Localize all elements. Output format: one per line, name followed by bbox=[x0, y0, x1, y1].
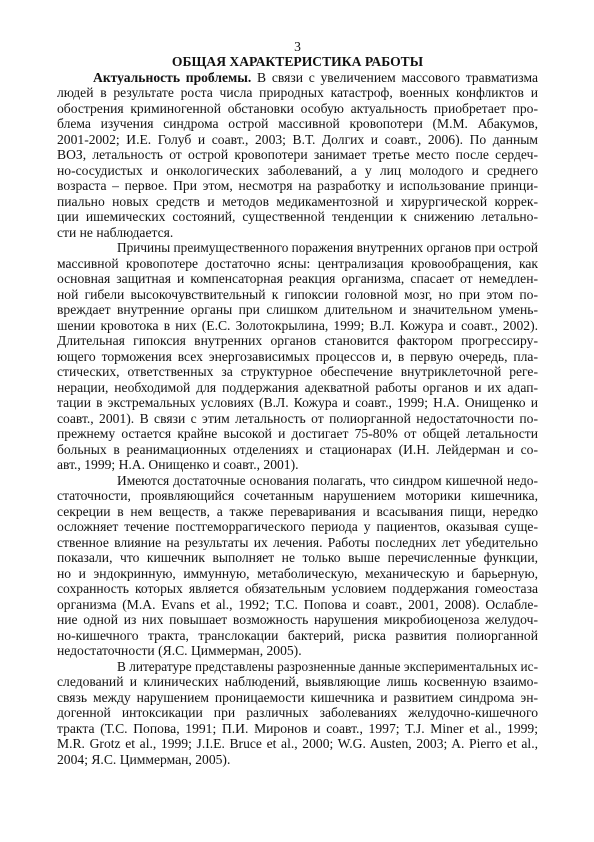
text-line: связь между нарушением проницаемости кишечника и развитием синдрома эн- bbox=[57, 689, 538, 705]
text-line: ственное влияние на результаты их лечения. Работы последних лет убедительно bbox=[57, 534, 538, 550]
text-line: ной гибели высокочувствительный к гипоксии головной мозг, но при этом по- bbox=[57, 286, 538, 302]
text-line: пиально новых средств и методов медикаментозной и хирургической коррек- bbox=[57, 193, 538, 209]
text-line: массивной кровопотере достаточно ясны: централизация кровообращения, как bbox=[57, 255, 538, 271]
text-line: Длительная гипоксия внутренних органов становится фактором прогрессиру- bbox=[57, 333, 538, 348]
text-line: но и эндокринную, иммунную, метаболическую, механическую и барьерную, bbox=[57, 565, 538, 581]
causes-paragraph bbox=[57, 240, 538, 473]
text-line: сохранность которых является обязательным условием поддержания гомеостаза bbox=[57, 581, 538, 596]
lead-in-label: Актуальность проблемы. bbox=[93, 69, 252, 85]
text-line: организма (M.A. Evans et al., 1992; Т.С. Попова и соавт., 2001, 2008). Ослабле- bbox=[57, 596, 538, 612]
text-line: ние одной из них повышает возможность нарушения микробиоценоза желудоч- bbox=[57, 612, 538, 627]
lead-line bbox=[57, 70, 538, 86]
document-text bbox=[57, 39, 538, 768]
lead-line-text: В связи с увеличением массового травматизма bbox=[257, 69, 538, 85]
text-line: ющего торможения всех энергозависимых процессов и, в первую очередь, пла- bbox=[57, 348, 538, 364]
text-line: блема изучения синдрома острой массивной кровопотери (М.М. Абакумов, bbox=[57, 116, 538, 131]
text-line: но-кишечного тракта, транслокации бактерий, риска развития полиорганной bbox=[57, 627, 538, 643]
text-line: ВОЗ, летальность от острой кровопотери занимает третье место после сердеч- bbox=[57, 147, 538, 162]
text-line: M.R. Grotz et al., 1999; J.I.E. Bruce et al., 2000; W.G. Austen, 2003; A. Pierro et al., bbox=[57, 736, 538, 751]
text-line: недостаточности (Я.С. Циммерман, 2005). bbox=[57, 643, 302, 658]
text-line: стических, ответственных за структурное обеспечение внутриклеточной реге- bbox=[57, 364, 538, 379]
text-line: но-сосудистых и онкологических заболеваний, а у лиц молодого и среднего bbox=[57, 162, 538, 178]
text-line: сти не наблюдается. bbox=[57, 224, 174, 240]
text-line: ции ишемических состояний, существенной тенденции к снижению летально- bbox=[57, 209, 538, 224]
text-line: тации в экстремальных условиях (В.Л. Кожура и соавт., 1999; Н.А. Онищенко и bbox=[57, 395, 538, 410]
text-line: прежнему остается крайне высокой и достигает 75-80% от общей летальности bbox=[57, 426, 538, 441]
text-line: Причины преимущественного поражения внутренних органов при острой bbox=[117, 240, 538, 255]
text-line: догенной интоксикации при различных заболеваниях желудочно-кишечного bbox=[57, 705, 538, 720]
text-line: нерации, необходимой для поддержания адекватной работы органов и их адап- bbox=[57, 379, 538, 395]
text-line: осложняет течение постгеморрагического периода у пациентов, оказывая суще- bbox=[57, 519, 538, 534]
text-line: шении кровотока в них (Е.С. Золотокрылина, 1999; В.Л. Кожура и соавт., 2002). bbox=[57, 317, 538, 333]
text-line: основная защитная и компенсаторная реакция организма, спасает от немедлен- bbox=[57, 271, 538, 286]
text-line: показали, что кишечник выполняет не только выше перечисленные функции, bbox=[57, 550, 538, 565]
text-line: вреждает внутренние органы при слишком длительном и значительном умень- bbox=[57, 302, 538, 317]
text-line: секреции в нем веществ, а также переваривания и всасывания пищи, нередко bbox=[57, 503, 538, 519]
text-line: В литературе представлены разрозненные данные экспериментальных ис- bbox=[117, 658, 539, 674]
text-line: соавт., 2001). В связи с этим летальность от полиорганной недостаточности по- bbox=[57, 410, 538, 426]
text-line: 2001-2002; И.Е. Голуб и соавт., 2003; В.Т. Долгих и соавт., 2006). По данным bbox=[57, 131, 538, 147]
text-line: обострения криминогенной обстановки особую актуальность приобретает про- bbox=[57, 100, 538, 116]
section-heading: ОБЩАЯ ХАРАКТЕРИСТИКА РАБОТЫ bbox=[171, 54, 424, 69]
text-line: больных в реанимационных отделениях и стационарах (И.Н. Лейдерман и со- bbox=[57, 441, 538, 457]
text-line: тракта (Т.С. Попова, 1991; П.И. Миронов и соавт., 1997; T.J. Miner et al., 1999; bbox=[57, 720, 538, 736]
page-number: 3 bbox=[294, 38, 301, 54]
literature-paragraph bbox=[57, 659, 538, 768]
relevance-paragraph bbox=[57, 70, 538, 241]
text-line: людей в результате роста числа природных катастроф, военных конфликтов и bbox=[57, 85, 538, 100]
intestinal-insufficiency-paragraph bbox=[57, 473, 538, 659]
text-line: авт., 1999; Н.А. Онищенко и соавт., 2001). bbox=[57, 457, 299, 472]
text-line: статочности, проявляющийся сочетанным нарушением моторики кишечника, bbox=[57, 488, 538, 503]
text-line: 2004; Я.С. Циммерман, 2005). bbox=[57, 751, 231, 767]
text-line: возраста – первое. При этом, несмотря на разработку и использование принци- bbox=[57, 178, 538, 193]
text-line: следований и клинических наблюдений, выявляющие лишь косвенную взаимо- bbox=[57, 674, 538, 689]
text-line: Имеются достаточные основания полагать, что синдром кишечной недо- bbox=[117, 472, 538, 488]
